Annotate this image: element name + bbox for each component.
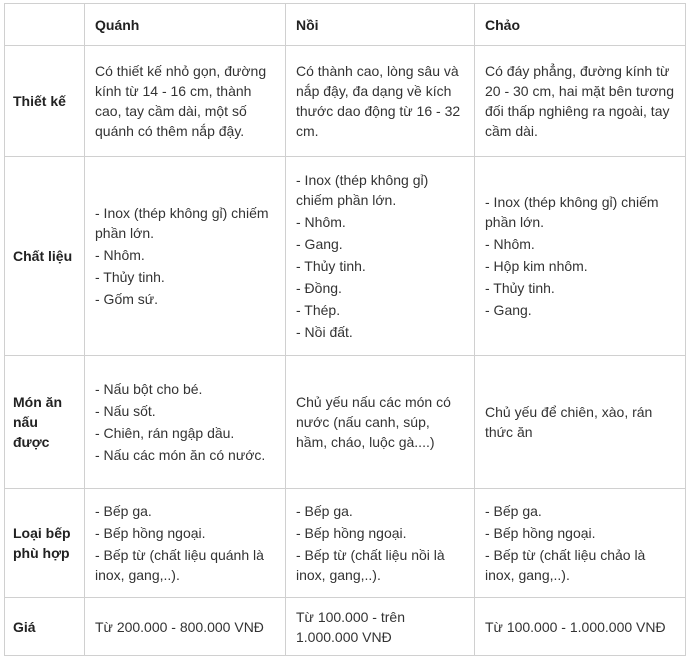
comparison-table [4,3,686,656]
list-item: - Hộp kim nhôm. [485,258,588,274]
list-item: - Bếp ga. [95,503,152,519]
cell-price-noi [286,598,475,656]
cell-text: Chủ yếu nấu các món có nước (nấu canh, súp, hầm, cháo, luộc gà....) [296,394,451,450]
cell-design-noi [286,46,475,157]
cell-text: Từ 100.000 - trên 1.000.000 VNĐ [296,608,405,645]
corner-cell [5,4,85,46]
cell-text: Chủ yếu để chiên, xào, rán thức ăn [485,404,653,440]
list-item: - Nấu sốt. [95,403,156,419]
cell-dishes-chao [475,356,686,489]
row-material [5,157,686,356]
cell-dishes-quanh [85,356,286,489]
cell-price-chao [475,598,686,656]
cell-text: Từ 100.000 - 1.000.000 VNĐ [485,618,666,635]
cell-text: Có đáy phẳng, đường kính từ 20 - 30 cm, hai mặt bên tương đối thấp nghiêng ra ngoài, tay cầm dài. [485,63,674,139]
cell-design-chao [475,46,686,157]
cell-design-quanh [85,46,286,157]
list-item: - Thủy tinh. [95,269,165,285]
column-header-chao: Chảo [475,4,686,46]
list-item: - Chiên, rán ngập dầu. [95,425,235,441]
list-item: - Thủy tinh. [296,258,366,274]
list-item: - Inox (thép không gỉ) chiếm phần lớn. [485,194,659,230]
row-dishes [5,356,686,489]
row-label-dishes: Món ăn nấu được [5,356,85,489]
cell-stove-chao [475,489,686,598]
row-label-price: Giá [5,598,85,656]
list-item: - Nấu các món ăn có nước. [95,447,266,463]
cell-stove-noi [286,489,475,598]
list-item: - Gang. [296,236,343,252]
list-item: - Gang. [485,302,532,318]
list-item: - Thủy tinh. [485,280,555,296]
list-item: - Nhôm. [95,247,145,263]
column-header-quanh: Quánh [85,4,286,46]
list-item: - Inox (thép không gỉ) chiếm phần lớn. [296,172,429,208]
list-item: - Bếp hồng ngoại. [296,525,407,541]
row-design [5,46,686,157]
cell-material-noi [286,157,475,356]
list-item: - Bếp từ (chất liệu quánh là inox, gang,..). [95,547,264,583]
cell-dishes-noi [286,356,475,489]
row-label-stove: Loại bếp phù hợp [5,489,85,598]
cell-stove-quanh [85,489,286,598]
list-item: - Bếp ga. [485,503,542,519]
list-item: - Bếp từ (chất liệu nồi là inox, gang,..). [296,547,445,583]
cell-material-quanh [85,157,286,356]
list-item: - Đồng. [296,280,342,296]
list-item: - Gốm sứ. [95,291,159,307]
row-price [5,598,686,656]
list-item: - Nhôm. [485,236,535,252]
column-header-noi: Nồi [286,4,475,46]
cell-price-quanh [85,598,286,656]
list-item: - Thép. [296,302,341,318]
header-row [5,4,686,46]
list-item: - Bếp ga. [296,503,353,519]
cell-text: Từ 200.000 - 800.000 VNĐ [95,618,264,635]
cell-material-chao [475,157,686,356]
list-item: - Bếp hồng ngoại. [485,525,596,541]
list-item: - Inox (thép không gỉ) chiếm phần lớn. [95,205,269,241]
list-item: - Nấu bột cho bé. [95,381,203,397]
row-label-design: Thiết kế [5,46,85,157]
list-item: - Nhôm. [296,214,346,230]
row-stove [5,489,686,598]
row-label-material: Chất liệu [5,157,85,356]
list-item: - Bếp từ (chất liệu chảo là inox, gang,..). [485,547,646,583]
cell-text: Có thành cao, lòng sâu và nắp đậy, đa dạng về kích thước dao động từ 16 - 32 cm. [296,63,461,139]
list-item: - Nồi đất. [296,324,353,340]
list-item: - Bếp hồng ngoại. [95,525,206,541]
cell-text: Có thiết kế nhỏ gọn, đường kính từ 14 - 16 cm, thành cao, tay cầm dài, một số quánh có thêm nắp đậy. [95,63,267,139]
